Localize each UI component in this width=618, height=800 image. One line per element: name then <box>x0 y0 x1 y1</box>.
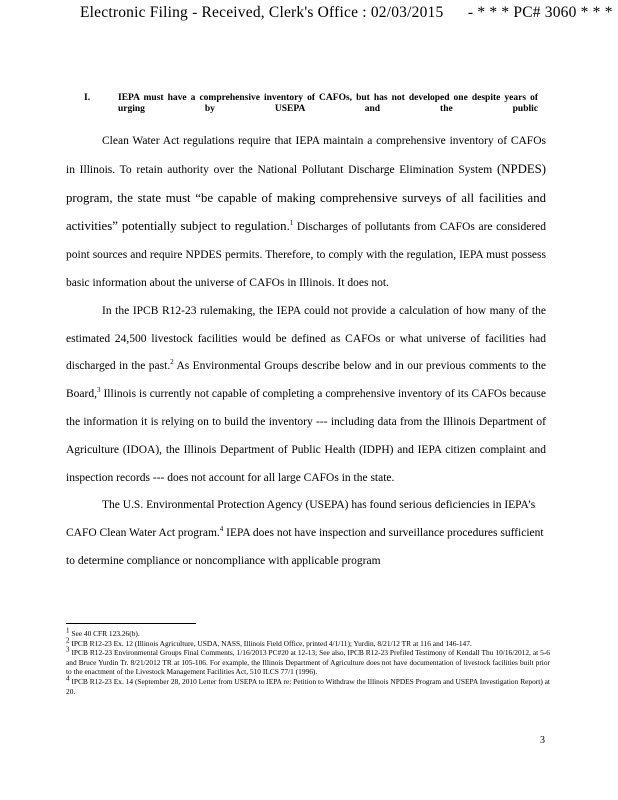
footnote-mark: 4 <box>66 674 70 683</box>
footnote-ref-4: 4 <box>219 525 224 534</box>
footnote-mark: 3 <box>66 645 70 654</box>
paragraph-1-part-1: Clean Water Act regulations require that IEPA maintain a comprehensive inventory of CAFOs in Illinois. To retain authority over the National Pollutant Discharge Elimination System <box>66 135 546 176</box>
paragraph-2-part-3: Illinois is currently not capable of completing a comprehensive inventory of its CAFOs because the information it is relying on to build the inventory --- including data from the Illinois Department of Agriculture (IDOA), the Illinois Department of Public Health (IDPH) and IEPA citizen complaint and inspection records --- does not account for all large CAFOs in the state. <box>66 388 546 484</box>
filing-stamp: Electronic Filing - Received, Clerk's Office : 02/03/2015 <box>80 4 444 21</box>
paragraph-2-part-1: In the IPCB R12-23 rulemaking, the IEPA could not provide a calculation of how many of the estimated 24,500 livestock facilities would be defined as CAFOs or what universe of facilities had discharged in the past. <box>66 304 546 373</box>
footnote-mark: 1 <box>66 626 70 635</box>
body-text <box>66 128 546 576</box>
footnote-ref-2: 2 <box>170 358 174 367</box>
filing-header <box>80 4 613 22</box>
paragraph-2 <box>66 298 546 493</box>
section-number: I. <box>84 93 91 103</box>
paragraph-1 <box>66 128 546 298</box>
paragraph-1-part-3: Discharges of pollutants from CAFOs are considered point sources and require NPDES permits. Therefore, to comply with the regulation, IEPA must possess basic information about the universe of CAFOs in Illinois. It does not. <box>66 221 546 289</box>
footnote <box>66 626 550 639</box>
paragraph-1-part-2: (NPDES) program, the state must “be capable of making comprehensive surveys of all facilities and activities” potentially subject to regulation. <box>66 161 547 234</box>
footnote-text: See 40 CFR 123.26(b). <box>71 629 140 638</box>
section-heading-text: IEPA must have a comprehensive inventory of CAFOs, but has not developed one despite years of urging by USEPA and the public <box>118 93 538 114</box>
paragraph-3 <box>66 492 546 575</box>
footnotes <box>66 626 550 696</box>
footnote <box>66 674 550 696</box>
footnote-text: IPCB R12-23 Ex. 14 (September 28, 2010 Letter from USEPA to IEPA re: Petition to Withdraw the Illinois NPDES Program and USEPA Investigation Report) at 20. <box>66 676 550 696</box>
paragraph-3-part-2: IEPA does not have inspection and surveillance procedures sufficient to determine compliance or noncompliance with applicable program <box>66 527 544 567</box>
footnote <box>66 636 550 649</box>
footnote-text: IPCB R12-23 Environmental Groups Final Comments, 1/16/2013 PC#20 at 12-13; See also, IPCB R12-23 Prefiled Testimony of Kendall Thu 10/16/2012, at 5-6 and Bruce Yurdin Tr. 8/21/2012 TR at 105-106. For example, the Illinois Department of Agriculture does not have documentation of livestock facilities built prior to the enactment of the Livestock Management Facilities Act, 510 ILCS 77/1 (1996). <box>66 648 550 677</box>
footnote-divider <box>66 623 196 624</box>
paragraph-2-part-2: As Environmental Groups describe below and in our previous comments to the Board, <box>66 360 547 401</box>
page-number: 3 <box>540 735 545 746</box>
footnote-mark: 2 <box>66 636 70 645</box>
footnote-ref-3: 3 <box>96 386 101 395</box>
footnote-text: IPCB R12-23 Ex. 12 (Illinois Agriculture, USDA, NASS, Illinois Field Office, printed 4/1/11); Yurdin, 8/21/12 TR at 116 and 146-147. <box>71 638 472 648</box>
footnote <box>66 645 550 677</box>
pc-number: - * * * PC# 3060 * * * <box>467 4 613 21</box>
footnote-ref-1: 1 <box>289 219 294 228</box>
paragraph-3-part-1: The U.S. Environmental Protection Agency (USEPA) has found serious deficiencies in IEPA’s CAFO Clean Water Act program. <box>66 499 536 540</box>
